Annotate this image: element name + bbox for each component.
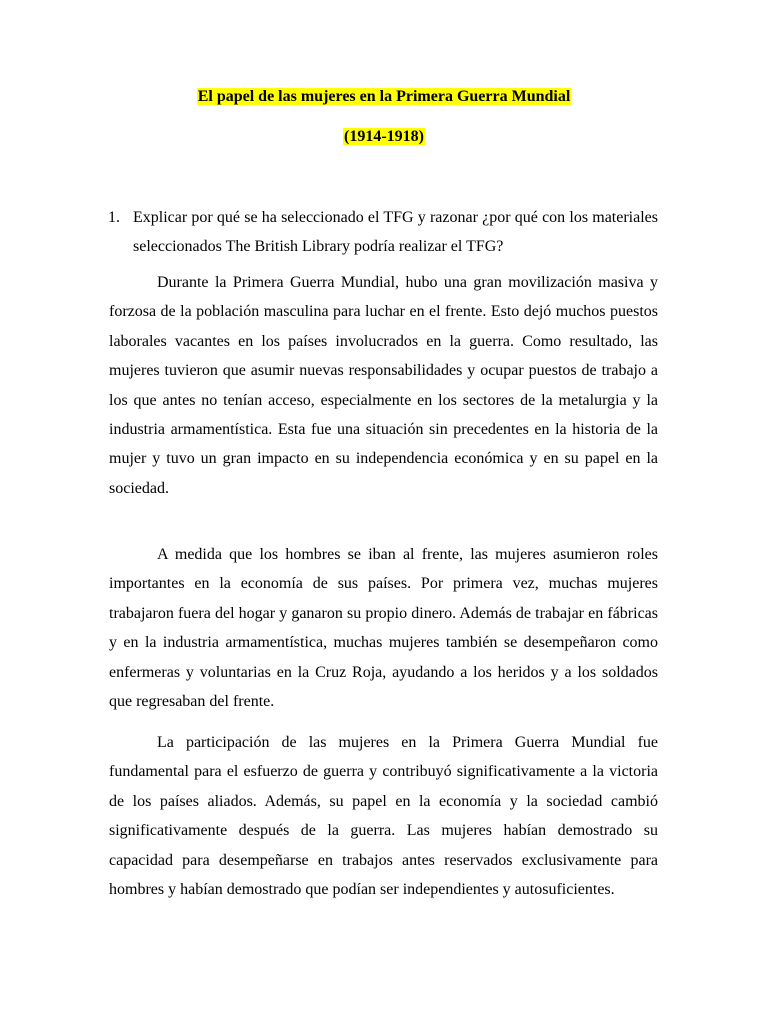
document-title [0, 87, 768, 107]
document-subtitle-text: (1914-1918) [344, 128, 424, 145]
paragraph-3: La participación de las mujeres en la Primera Guerra Mundial fue fundamental para el esfuerzo de guerra y contribuyó significativamente a la victoria de los países aliados. Además, su papel en la economía y la sociedad cambió significativamente después de la guerra. Las mujeres habían demostrado su capacidad para desempeñarse en trabajos antes reservados exclusivamente para hombres y habían demostrado que podían ser independientes y autosuficientes. [109, 734, 658, 899]
question-text: Explicar por qué se ha seleccionado el TFG y razonar ¿por qué con los materiales seleccionados The British Library podría realizar el TFG? [133, 209, 658, 255]
document-subtitle-years [0, 127, 768, 147]
numbered-question [108, 203, 658, 261]
list-number: 1. [108, 209, 120, 226]
document-title-text: El papel de las mujeres en la Primera Guerra Mundial [197, 88, 571, 105]
paragraph-1: Durante la Primera Guerra Mundial, hubo una gran movilización masiva y forzosa de la población masculina para luchar en el frente. Esto dejó muchos puestos laborales vacantes en los países involucrados en la guerra. Como resultado, las mujeres tuvieron que asumir nuevas responsabilidades y ocupar puestos de trabajo a los que antes no tenían acceso, especialmente en los sectores de la metalurgia y la industria armamentística. Esta fue una situación sin precedentes en la historia de la mujer y tuvo un gran impacto en su independencia económica y en su papel en la sociedad. [109, 274, 658, 497]
paragraph-2: A medida que los hombres se iban al frente, las mujeres asumieron roles importantes en la economía de sus países. Por primera vez, muchas mujeres trabajaron fuera del hogar y ganaron su propio dinero. Además de trabajar en fábricas y en la industria armamentística, muchas mujeres también se desempeñaron como enfermeras y voluntarias en la Cruz Roja, ayudando a los heridos y a los soldados que regresaban del frente. [109, 546, 658, 711]
